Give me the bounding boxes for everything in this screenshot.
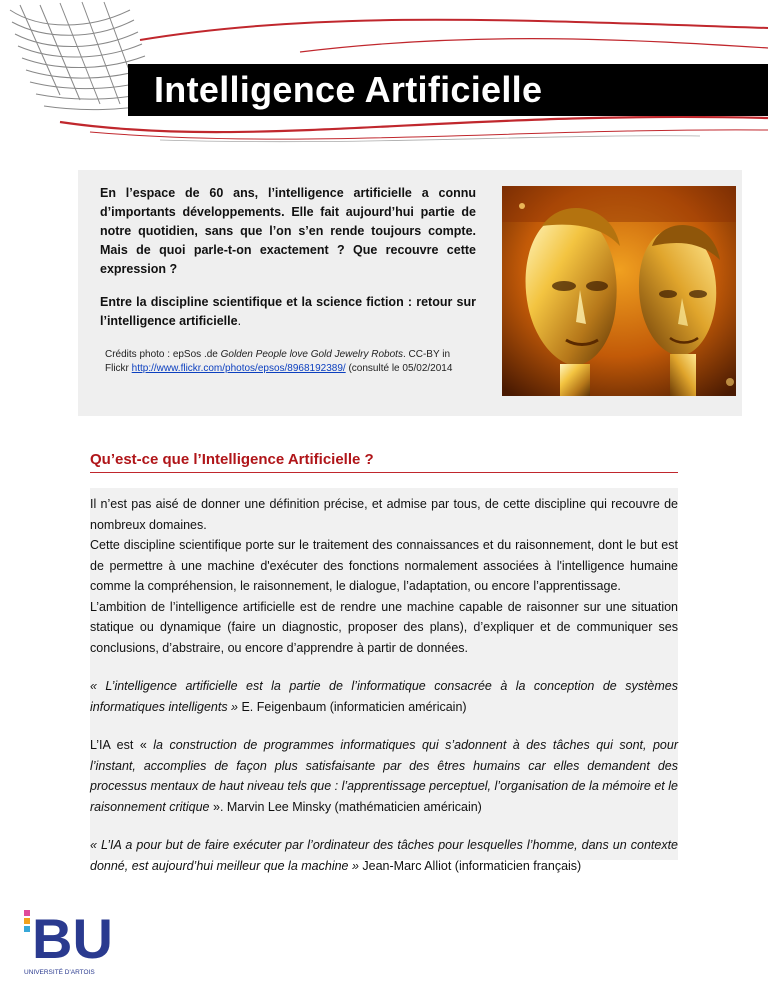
body-text [90, 494, 678, 894]
intro-paragraph-1: En l’espace de 60 ans, l’intelligence artificielle a connu d’importants développements. Elle fait aujourd’hui partie de notre quotidien, sans que l’on s’en rende toujours compte. Mais de quoi parle-t-on exactement ? Que recouvre cette expression ? [100, 186, 476, 276]
quote-feigenbaum-text: « L’intelligence artificielle est la partie de l’informatique consacrée à la conception de systèmes informatiques intelligents » [90, 679, 678, 714]
intro-text [100, 184, 476, 345]
body-paragraph-3: L’ambition de l’intelligence artificielle est de rendre une machine capable de raisonner sur une situation statique ou dynamique (faire un diagnostic, proposer des plans), d’expliquer et de communiquer ses conclusions, d’abstraire, ou encore d’apprendre à partir de données. [90, 599, 678, 655]
credits-license: . CC-BY in Flickr [105, 349, 451, 374]
intro-paragraph-2-end: . [237, 314, 242, 328]
credits-link[interactable]: http://www.flickr.com/photos/epsos/8968192389/ [131, 363, 346, 374]
logo-text: BU [32, 907, 113, 970]
quote-minsky [90, 735, 678, 817]
page-title: Intelligence Artificielle [128, 64, 768, 116]
intro-paragraph-2 [100, 293, 476, 331]
quote-minsky-prefix: L’IA est « [90, 738, 154, 752]
quote-minsky-text: la construction de programmes informatiques qui s’adonnent à des tâches qui sont, pour l’instant, accomplies de façon plus satisfaisante par des êtres humains car elles demandent des processus mentaux de haut niveau tels que : l’apprentissage perceptuel, l’organisation de la mémoire et le raisonnement critique [90, 738, 678, 814]
quote-feigenbaum [90, 676, 678, 717]
credits-prefix: Crédits photo : epSos .de [105, 349, 221, 360]
quote-minsky-author: ». Marvin Lee Minsky (mathématicien américain) [209, 799, 482, 814]
body-paragraph-2: Cette discipline scientifique porte sur le traitement des connaissances et du raisonnement, dont le but est de permettre à une machine d'exécuter des fonctions normalement associées à l'intelligence humaine comme la compréhension, le raisonnement, le dialogue, l’adaptation, ou encore l’apprentissage. [90, 538, 678, 593]
section-title: Qu’est-ce que l’Intelligence Artificielle ? [90, 450, 678, 473]
quote-alliot-text: « L’IA a pour but de faire exécuter par l’ordinateur des tâches pour lesquelles l’homme, dans un contexte donné, est aujourd’hui meilleur que la machine » [90, 838, 678, 873]
quote-alliot-author: Jean-Marc Alliot (informaticien français) [358, 858, 582, 873]
logo-dot-pink [24, 910, 30, 916]
golden-heads-photo [502, 186, 736, 396]
intro-paragraph-2-strong: Entre la discipline scientifique et la science fiction : retour sur l’intelligence artificielle [100, 295, 476, 328]
logo-subtext: UNIVERSITÉ D'ARTOIS [24, 969, 95, 976]
logo-dot-orange [24, 918, 30, 924]
bu-logo [22, 904, 122, 980]
credits-consulted: (consulté le 05/02/2014 [345, 363, 453, 374]
quote-feigenbaum-author: E. Feigenbaum (informaticien américain) [238, 699, 467, 714]
quote-alliot [90, 835, 678, 876]
credits-work-title: Golden People love Gold Jewelry Robots [220, 349, 403, 360]
photo-credits [105, 348, 465, 376]
logo-dot-blue [24, 926, 30, 932]
body-paragraph-1: Il n’est pas aisé de donner une définition précise, et admise par tous, de cette discipline qui recouvre de nombreux domaines. [90, 497, 678, 532]
